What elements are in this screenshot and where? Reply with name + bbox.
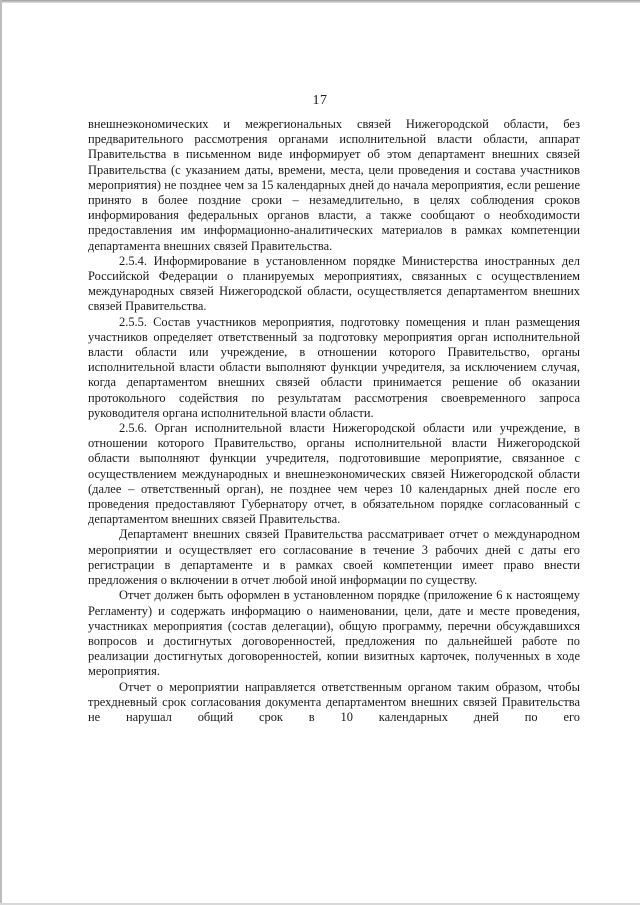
scan-left-edge	[0, 0, 2, 905]
scan-top-edge	[0, 0, 640, 3]
document-body	[88, 117, 580, 725]
paragraph-2-5-4: 2.5.4. Информирование в установленном порядке Министерства иностранных дел Российской Федерации о планируемых мероприятиях, связанных с осуществлением международных связей Нижегородской области, осуществляется департаментом внешних связей Правительства.	[88, 253, 580, 314]
paragraph-2-5-6: 2.5.6. Орган исполнительной власти Нижегородской области или учреждение, в отношении которого Правительство, органы исполнительной власти Нижегородской области выполняют функции учредителя, подготовившие мероприятие, связанное с осуществлением международных и внешнеэкономических связей Нижегородской области (далее – ответственный орган), не позднее чем через 10 календарных дней после его проведения предоставляют Губернатору отчет, в обязательном порядке согласованный с департаментом внешних связей Правительства.	[88, 421, 580, 527]
page-number: 17	[312, 93, 328, 108]
paragraph-report-content: Отчет должен быть оформлен в установленном порядке (приложение 6 к настоящему Регламенту) и содержать информацию о наименовании, цели, дате и месте проведения, участниках мероприятия (состав делегации), общую программу, перечни обсуждавшихся вопросов и достигнутых договоренностей, предложения по дальнейшей работе по реализации достигнутых договоренностей, копии визитных карточек, полученных в ходе мероприятия.	[88, 588, 580, 679]
paragraph-2-5-5: 2.5.5. Состав участников мероприятия, подготовку помещения и план размещения участников определяет ответственный за подготовку мероприятия орган исполнительной власти области или учреждение, в отношении которого Правительство, органы исполнительной власти области выполняют функции учредителя, за исключением случая, когда департаментом внешних связей области принимается решение об оказании протокольного содействия по результатам рассмотрения своевременного запроса руководителя органа исполнительной власти области.	[88, 314, 580, 420]
paragraph-continuation: внешнеэкономических и межрегиональных связей Нижегородской области, без предварительного рассмотрения органами исполнительной власти области, аппарат Правительства в письменном виде информирует об этом департамент внешних связей Правительства (с указанием даты, времени, места, цели проведения и состава участников мероприятия) не позднее чем за 15 календарных дней до начала мероприятия, если решение принято в более поздние сроки – незамедлительно, в целях соблюдения сроков информирования федеральных органов власти, а также сообщают о необходимости предоставления им информационно-аналитических материалов в рамках компетенции департамента внешних связей Правительства.	[88, 117, 580, 253]
paragraph-department-review: Департамент внешних связей Правительства рассматривает отчет о международном мероприятии и осуществляет его согласование в течение 3 рабочих дней с даты его регистрации в департаменте и в рамках своей компетенции имеет право внести предложения о включении в отчет любой иной информации по существу.	[88, 527, 580, 588]
paragraph-report-deadline: Отчет о мероприятии направляется ответственным органом таким образом, чтобы трехдневный срок согласования документа департаментом внешних связей Правительства не нарушал общий срок в 10 календарных дней по его	[88, 679, 580, 724]
